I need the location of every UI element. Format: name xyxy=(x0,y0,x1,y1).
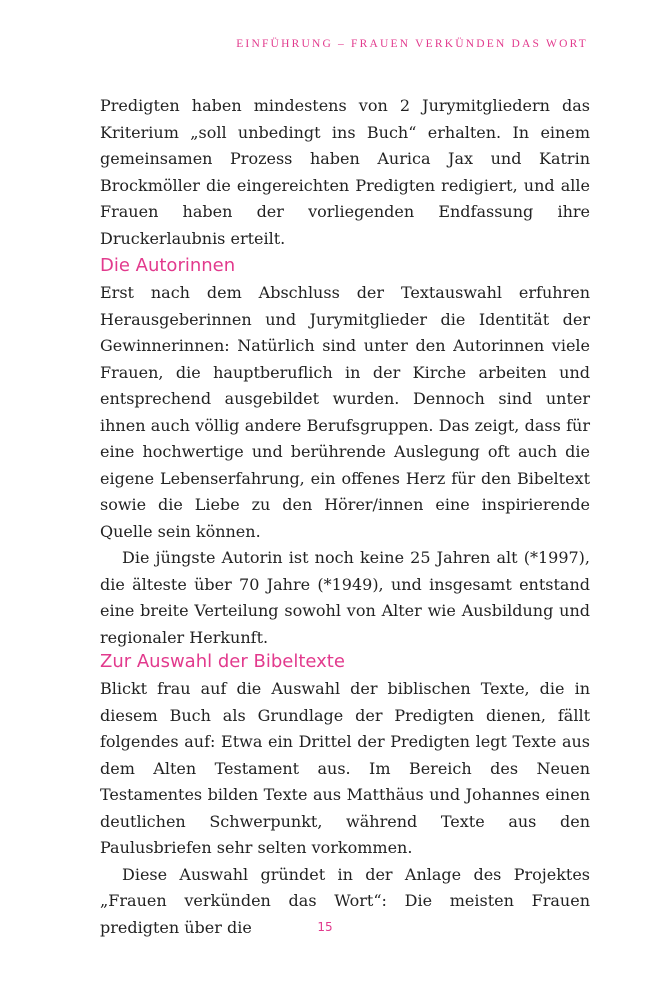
authors-paragraph-2: Die jüngste Autorin ist noch keine 25 Jahren alt (*1997), die älteste über 70 Jahre (*1949), und insgesamt entstand eine breite Verteilung sowohl von Alter wie Ausbildung und regionaler Herkunft. xyxy=(100,548,590,647)
running-head: EINFÜHRUNG – FRAUEN VERKÜNDEN DAS WORT xyxy=(236,38,588,50)
intro-paragraph: Predigten haben mindestens von 2 Jurymitgliedern das Kriterium „soll unbedingt ins Buch“ erhalten. In einem gemeinsamen Prozess haben Aurica Jax und Katrin Brockmöller die eingereichten Predigten redigiert, und alle Frauen haben der vorliegenden Endfassung ihre Druckerlaubnis erteilt. xyxy=(100,96,590,248)
page-number: 15 xyxy=(317,920,333,934)
section-authors xyxy=(100,255,590,651)
section-heading-authors: Die Autorinnen xyxy=(100,255,236,276)
bible-texts-paragraph-1: Blickt frau auf die Auswahl der biblischen Texte, die in diesem Buch als Grundlage der Predigten dienen, fällt folgendes auf: Etwa ein Drittel der Predigten legt Texte aus dem Alten Testament aus. Im Bereich des Neuen Testamentes bilden Texte aus Matthäus und Johannes einen deutlichen Schwerpunkt, während Texte aus den Paulusbriefen sehr selten vorkommen. xyxy=(100,679,590,857)
intro-block xyxy=(100,93,590,252)
section-texts xyxy=(100,651,590,941)
section-heading-bible-texts: Zur Auswahl der Bibeltexte xyxy=(100,651,345,672)
bible-texts-paragraph-2: Diese Auswahl gründet in der Anlage des Projektes „Frauen verkünden das Wort“: Die meisten Frauen predigten über die xyxy=(100,864,590,937)
authors-paragraph-1: Erst nach dem Abschluss der Textauswahl erfuhren Herausgeberinnen und Jurymitglieder die Identität der Gewinnerinnen: Natürlich sind unter den Autorinnen viele Frauen, die hauptberuflich in der Kirche arbeiten und entsprechend ausgebildet wurden. Dennoch sind unter ihnen auch völlig andere Berufsgruppen. Das zeigt, dass für eine hochwertige und berührende Auslegung oft auch die eigene Lebenserfahrung, ein offenes Herz für den Bibeltext sowie die Liebe zu den Hörer/innen eine inspirierende Quelle sein können. xyxy=(100,283,590,541)
